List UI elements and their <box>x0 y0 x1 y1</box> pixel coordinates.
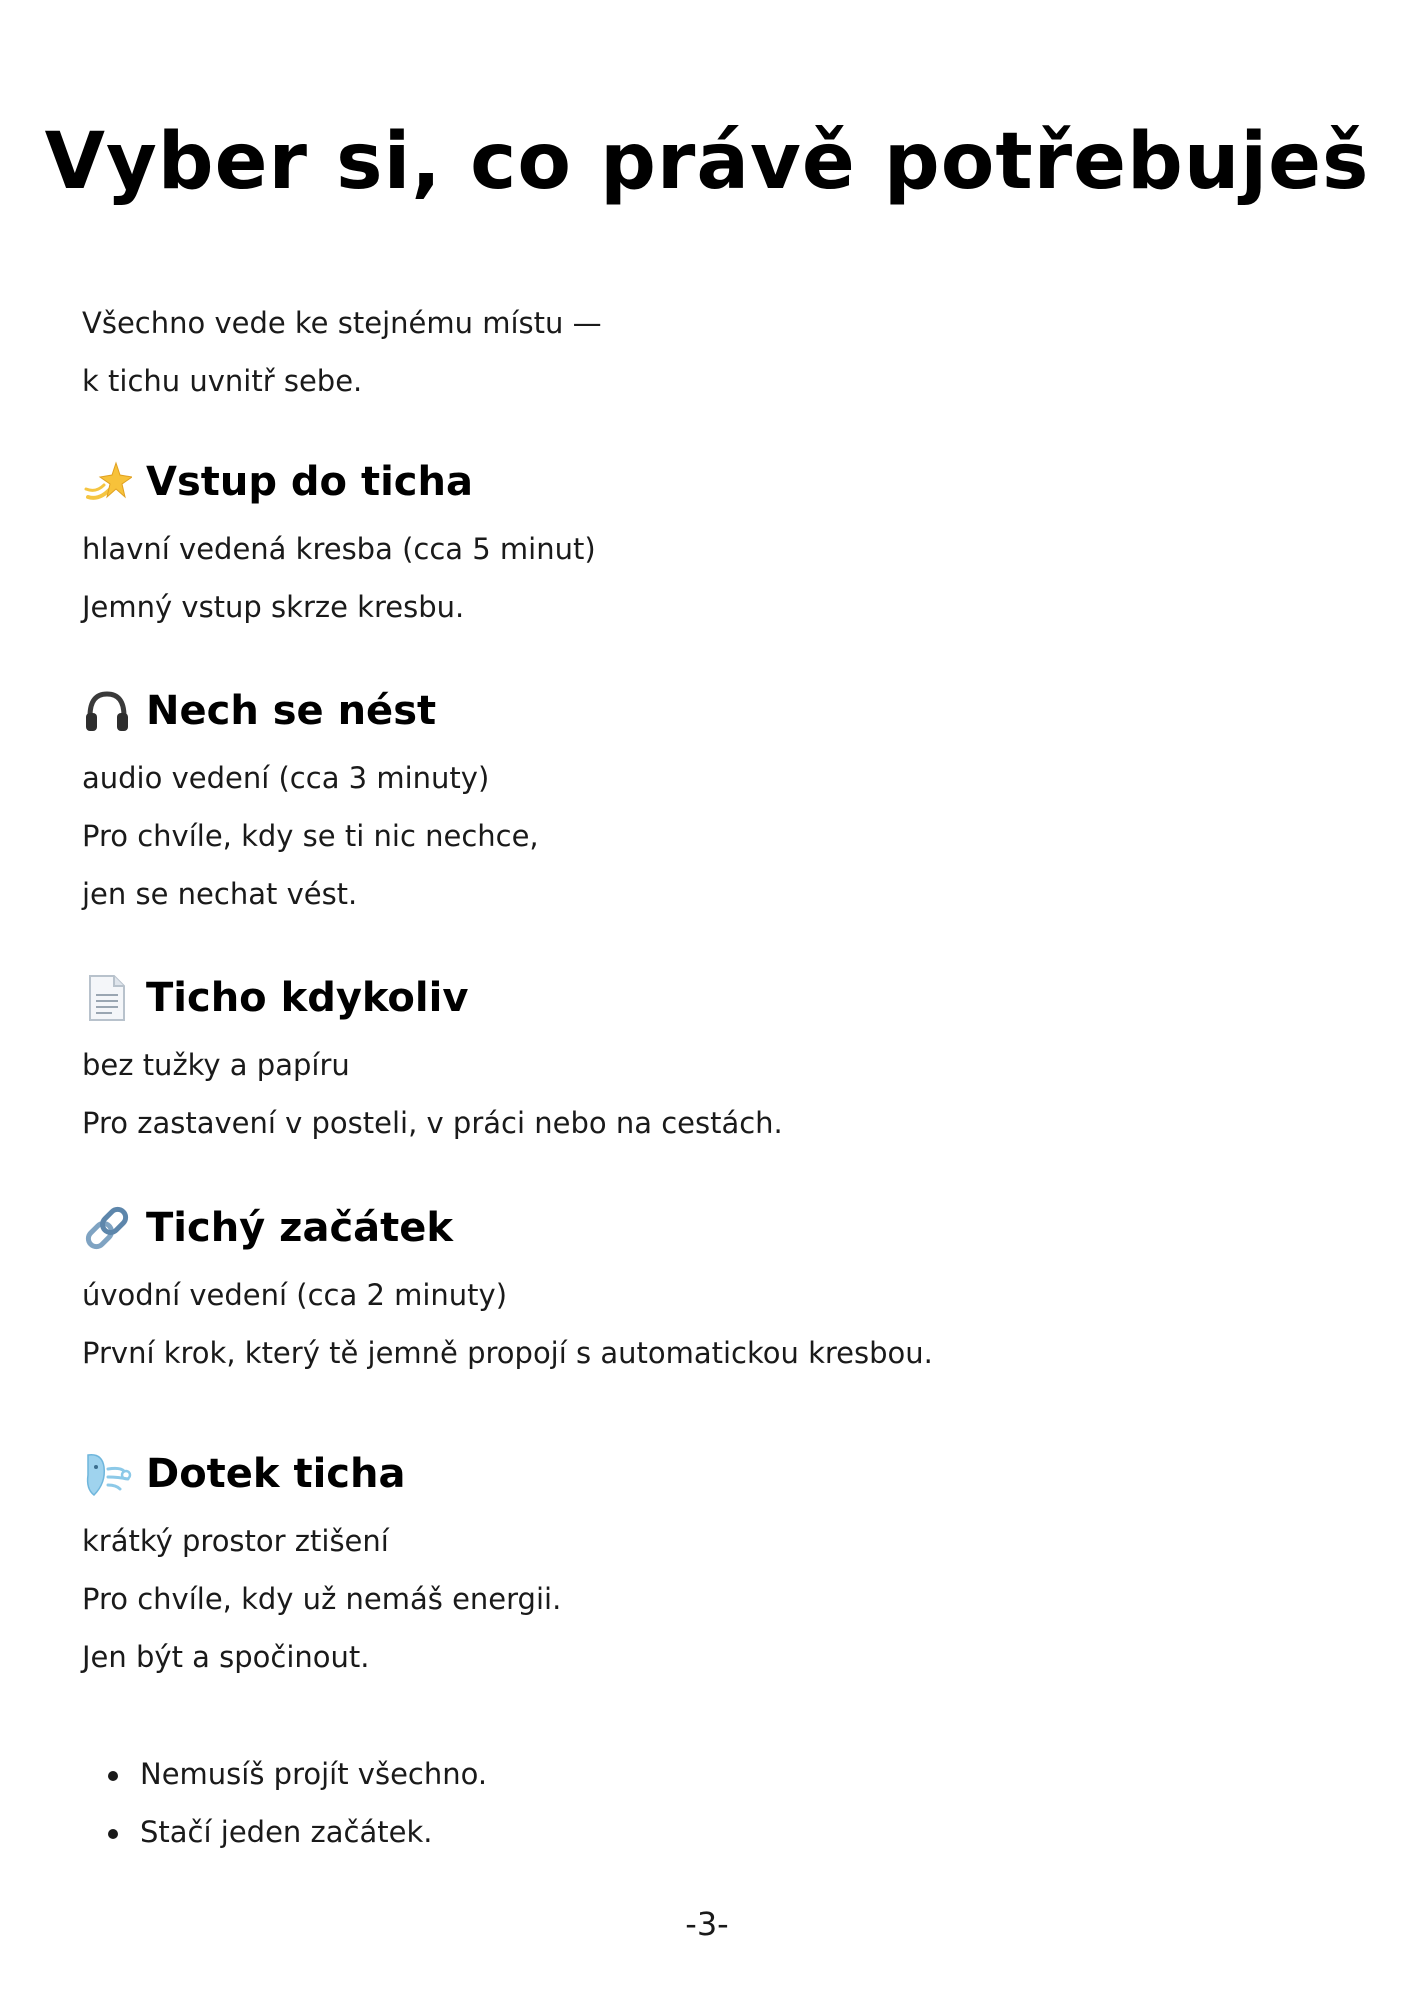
headphones-icon <box>82 686 132 736</box>
dizzy-star-icon <box>82 457 132 507</box>
list-item: Nemusíš projít všechno. <box>82 1745 487 1803</box>
page-number: -3- <box>685 1905 729 1943</box>
section-line: audio vedení (cca 3 minuty) <box>82 761 490 795</box>
section-line: První krok, který tě jemně propojí s automatickou kresbou. <box>82 1336 933 1370</box>
page-title: Vyber si, co právě potřebuješ <box>44 117 1370 207</box>
section-heading-label: Nech se nést <box>146 688 437 734</box>
section-heading-label: Ticho kdykoliv <box>146 975 469 1021</box>
section-vstup-do-ticha <box>82 452 596 636</box>
section-body <box>82 1036 783 1152</box>
section-heading <box>82 681 539 741</box>
section-line: bez tužky a papíru <box>82 1048 350 1082</box>
section-nech-se-nest <box>82 681 539 923</box>
section-line: Jemný vstup skrze kresbu. <box>82 590 465 624</box>
section-heading-label: Tichý začátek <box>146 1205 454 1251</box>
section-heading <box>82 452 596 512</box>
section-body <box>82 749 539 923</box>
section-dotek-ticha <box>82 1444 561 1686</box>
section-heading <box>82 1198 933 1258</box>
section-heading <box>82 968 783 1028</box>
section-ticho-kdykoliv <box>82 968 783 1152</box>
intro-line: k tichu uvnitř sebe. <box>82 364 363 398</box>
section-line: jen se nechat vést. <box>82 877 358 911</box>
wind-face-icon <box>82 1449 132 1499</box>
section-line: úvodní vedení (cca 2 minuty) <box>82 1278 508 1312</box>
link-icon <box>82 1203 132 1253</box>
intro-line: Všechno vede ke stejnému místu — <box>82 306 602 340</box>
section-line: Pro chvíle, kdy už nemáš energii. <box>82 1582 562 1616</box>
section-heading-label: Dotek ticha <box>146 1451 406 1497</box>
section-line: Jen být a spočinout. <box>82 1640 370 1674</box>
section-tichy-zacatek <box>82 1198 933 1382</box>
section-heading <box>82 1444 561 1504</box>
section-line: Pro chvíle, kdy se ti nic nechce, <box>82 819 539 853</box>
section-line: hlavní vedená kresba (cca 5 minut) <box>82 532 596 566</box>
bullet-list <box>82 1745 487 1861</box>
section-body <box>82 520 596 636</box>
section-body <box>82 1512 561 1686</box>
section-body <box>82 1266 933 1382</box>
section-line: krátký prostor ztišení <box>82 1524 389 1558</box>
intro-text <box>82 294 602 410</box>
section-heading-label: Vstup do ticha <box>146 459 473 505</box>
list-item: Stačí jeden začátek. <box>82 1803 487 1861</box>
section-line: Pro zastavení v posteli, v práci nebo na cestách. <box>82 1106 783 1140</box>
page-icon <box>82 973 132 1023</box>
